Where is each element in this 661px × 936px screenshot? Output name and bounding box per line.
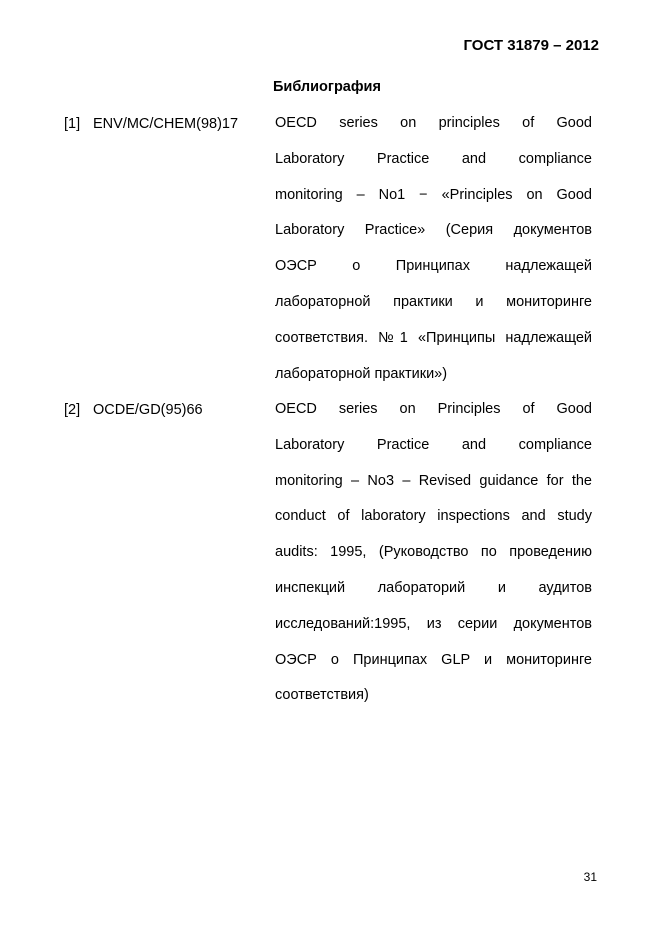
entry-line: Laboratory Practice and compliance xyxy=(275,436,592,453)
entry-line: monitoring – No1 − «Principles on Good xyxy=(275,186,592,203)
entry-line: лабораторной практики») xyxy=(275,365,448,382)
entry-line: conduct of laboratory inspections and study xyxy=(275,508,592,525)
entry-line: соответствия) xyxy=(275,687,369,704)
entry-line: лабораторной практики и мониторинге xyxy=(275,293,592,310)
entry-line: исследований:1995, из серии документов xyxy=(275,615,592,632)
entry-line: OECD series on principles of Good xyxy=(275,115,592,131)
entry-number: [2] xyxy=(64,402,81,418)
entry-line: соответствия. №1 «Принципы надлежащей xyxy=(275,329,592,346)
entry-line: ОЭСР о Принципах GLP и мониторинге xyxy=(275,651,592,668)
entry-line: audits: 1995, (Руководство по проведению xyxy=(275,544,592,561)
entry-code: ENV/MC/CHEM(98)17 xyxy=(93,116,239,132)
entry-line: OECD series on Principles of Good xyxy=(275,401,592,417)
entry-line: monitoring – No3 – Revised guidance for the xyxy=(275,472,592,489)
entry-line: Laboratory Practice and compliance xyxy=(275,150,592,167)
entry-description xyxy=(275,106,592,392)
document-standard-header: ГОСТ 31879 – 2012 xyxy=(463,37,599,54)
entry-line: Laboratory Practice» (Серия документов xyxy=(275,222,592,239)
entry-line: ОЭСР о Принципах надлежащей xyxy=(275,258,592,275)
entry-line: инспекций лабораторий и аудитов xyxy=(275,579,592,596)
entry-number: [1] xyxy=(64,116,81,132)
page-number: 31 xyxy=(583,870,597,884)
bibliography-title: Библиография xyxy=(273,79,381,95)
entry-code: OCDE/GD(95)66 xyxy=(93,402,203,418)
entry-description xyxy=(275,392,592,714)
